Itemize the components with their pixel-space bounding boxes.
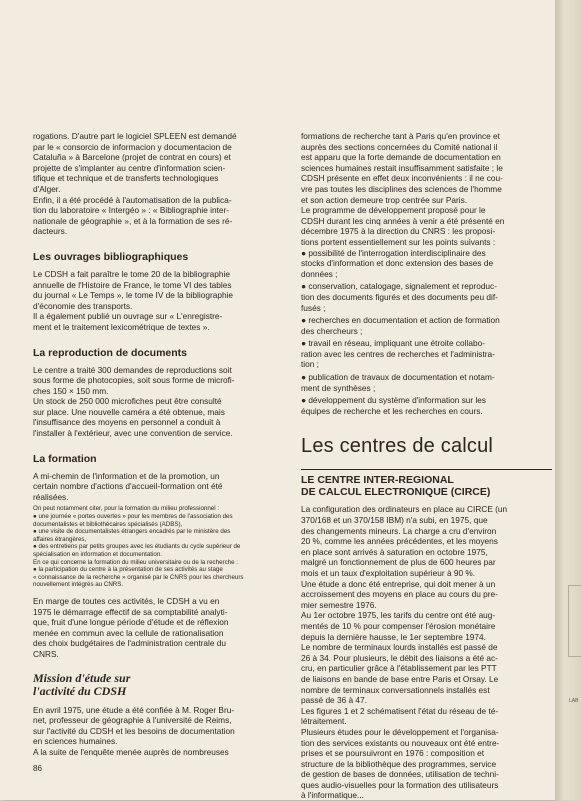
section-title-formation: La formation [33, 452, 97, 465]
program-bullets [301, 248, 552, 417]
text-line: 26 à 34. Pour plusieurs, le débit des liaisons a été ac- [301, 652, 498, 663]
program-paragraph [301, 131, 552, 248]
bullet-line: équipes de recherche et les recherches en cours. [301, 405, 483, 416]
text-line: 370/168 et un 370/158 IBM) n'a subi, en 1975, que [301, 515, 488, 526]
section-title-reproduction: La reproduction de documents [33, 346, 188, 359]
text-line: de gestion de bases de données, utilisation de techni- [301, 769, 499, 780]
chapter-title: Les centres de calcul [301, 435, 494, 458]
mission-title-line2: l'activité du CDSH [33, 683, 127, 698]
text-line: Cataluña » à Barcelone (projet de contrat en cours) et [33, 152, 231, 163]
text-line: vre pas toutes les disciplines des sciences de l'homme [301, 183, 502, 194]
text-line: est apparu que la forte demande de documentation en [301, 152, 501, 163]
section-text-formation-2 [33, 596, 285, 660]
small-text-line: ● une visite de documentalistes étrangers encadrés par le ministère des [33, 528, 231, 536]
text-line: l'installer à l'extérieur, avec une convention de service. [33, 428, 233, 439]
circe-title-line1: LE CENTRE INTER-REGIONAL [301, 474, 454, 487]
text-line: depuis la dernière hausse, le 1er septembre 1974. [301, 631, 486, 642]
text-line: structure de la bibliothèque des programmes, service [301, 758, 497, 769]
text-line: mois et un taux d'exploitation supérieur à 90 %. [301, 568, 476, 578]
text-line: auprès des sections concernées du Comité national il [301, 141, 498, 152]
side-tab-label: LAB [569, 698, 579, 704]
text-line: ques audio-visuelles pour la formation des utilisateurs [301, 779, 499, 790]
bullet-item [301, 281, 552, 313]
text-line: 1975 le démarrage effectif de sa comptabilité analyti- [33, 606, 228, 617]
text-line: d'Alger. [33, 183, 61, 194]
text-line: Au 1er octobre 1975, les tarifs du centre ont été aug- [301, 610, 496, 621]
text-line: tions portent essentiellement sur les points suivants : [301, 236, 496, 247]
text-line: tifique et technique et de transferts technologiques [33, 173, 219, 184]
text-line: Le CDSH a fait paraître le tome 20 de la bibliographie [33, 268, 230, 279]
small-text-line: spécialisation en information et documentation. [33, 551, 162, 558]
bullet-item [301, 315, 552, 336]
text-line: A la suite de l'enquête menée auprès de nombreuses [33, 746, 229, 757]
bullet-line: ment de synthèses ; [301, 382, 376, 393]
small-text-line: ● la participation du centre à la présentation de ses activités au stage [33, 566, 223, 574]
mission-text [33, 705, 285, 758]
text-line: 20 %, comme les années précédentes, et les moyens [301, 536, 498, 547]
bullet-item [301, 372, 552, 393]
bullet-line: tion des documents figurés et des documents peu dif- [301, 291, 498, 302]
circe-title-line2: DE CALCUL ELECTRONIQUE (CIRCE) [301, 486, 491, 499]
text-line: dacteurs. [33, 226, 68, 237]
text-line: létraitement. [301, 716, 347, 727]
text-line: Le programme de développement proposé pour le [301, 205, 486, 216]
bullet-line: ● travail en réseau, impliquant une étroite collabo- [301, 338, 485, 349]
small-text-line: nouvellement intégrés au CNRS. [33, 581, 124, 589]
circe-title [301, 474, 552, 498]
small-text-line: ● une journée « portes ouvertes » pour les membres de l'association des [33, 513, 233, 521]
text-line: à l'informatique... [301, 790, 364, 801]
bullet-line: des chercheurs ; [301, 325, 363, 336]
text-line: des choix budgétaires de l'administration centrale du [33, 638, 226, 649]
small-text-line: En ce qui concerne la formation du milieu universitaire ou de la recherche : [33, 558, 238, 566]
bullet-item [301, 338, 552, 370]
text-line: CNRS. [33, 648, 59, 659]
text-line: d'économie des transports. [33, 300, 133, 311]
small-text-line: « connaissance de la recherche » organisé par le CNRS pour les chercheurs [33, 573, 244, 581]
text-line: formations de recherche tant à Paris qu'en province et [301, 131, 500, 141]
text-line: mier semestre 1976. [301, 599, 377, 610]
text-line: A mi-chemin de l'information et de la promotion, un [33, 470, 220, 481]
bullet-line: ration avec les centres de recherches et l'administra- [301, 348, 495, 359]
text-line: cru, en particulier grâce à l'établissement par les PTT [301, 663, 497, 674]
bullet-line: fusés ; [301, 302, 326, 313]
text-line: en place sont arrivés à saturation en octobre 1975, [301, 546, 488, 557]
text-line: projette de s'implanter au centre d'information scien- [33, 162, 226, 173]
section-text-formation [33, 471, 285, 503]
text-line: sous forme de photocopies, soit sous forme de microfi- [33, 375, 235, 386]
bullet-line: ● conservation, catalogage, signalement et reproduc- [301, 281, 497, 292]
text-line: Une étude a donc été entreprise, qui doit mener à un [301, 578, 496, 589]
text-line: décembre 1975 à la direction du CNRS : les proposi- [301, 226, 496, 237]
text-line: nationale de géographie », et à la formation de ses ré- [33, 215, 233, 226]
text-line: sur l'activité du CDSH et les besoins de documentation [33, 725, 235, 736]
bullet-item [301, 395, 552, 416]
text-line: prises et se poursuivront en 1976 : composition et [301, 748, 485, 759]
text-line: nombre de terminaux conversationnels installés est [301, 684, 490, 695]
bullet-line: stocks d'information et donc extension des bases de [301, 258, 494, 269]
bullet-line: ● publication de travaux de documentation et notam- [301, 372, 495, 383]
small-text-line: ● des entretiens par petits groupes avec les étudiants du cycle supérieur de [33, 543, 241, 551]
text-line: Le centre a traité 300 demandes de reproductions soit [33, 364, 232, 375]
text-line: annuelle de l'Histoire de France, le tome VI des tables [33, 279, 232, 290]
text-line: Un stock de 250 000 microfiches peut être consulté [33, 396, 222, 407]
text-line: ches 150 × 150 mm. [33, 385, 109, 396]
bullet-line: ● possibilité de l'interrogation interdisciplinaire des [301, 247, 486, 258]
text-line: sciences humaines restait insuffisamment satisfaite ; le [301, 162, 503, 173]
bullet-line: ● recherches en documentation et action de formation [301, 315, 500, 326]
page-number: 86 [33, 764, 42, 773]
text-line: Les figures 1 et 2 schématisent l'état du réseau de té- [301, 705, 499, 716]
bullet-line: ● développement du système d'information sur les [301, 395, 487, 406]
text-line: Enfin, il a été procédé à l'automatisation de la publica- [33, 194, 232, 205]
text-line: CDSH présente en effet deux inconvénients : il ne cou- [301, 173, 503, 184]
bullet-line: tion ; [301, 359, 319, 370]
text-line: accroissement des moyens en place au cours du pre- [301, 589, 498, 600]
text-line: mentés de 10 % pour compenser l'érosion monétaire [301, 620, 496, 631]
text-line: réalisées. [33, 491, 69, 502]
text-line: par le « consorcio de informacion y documentacion de [33, 141, 232, 152]
text-line: En marge de toutes ces activités, le CDSH a vu en [33, 595, 220, 606]
text-line: certain nombre d'actions d'accueil-formation ont été [33, 481, 223, 492]
bullet-item [301, 248, 552, 280]
text-line: ment et le traitement lexicométrique de textes ». [33, 321, 210, 332]
text-line: Il a également publié un ouvrage sur « L'enregistre- [33, 311, 223, 322]
text-line: malgré un fonctionnement de plus de 600 heures par [301, 557, 496, 568]
text-line: passé de 36 à 47. [301, 695, 367, 706]
text-line: Le nombre de terminaux lourds installés est passé de [301, 642, 498, 653]
mission-title-line1: Mission d'étude sur [33, 670, 131, 685]
text-line: CDSH durant les cinq années à venir a été présenté en [301, 215, 505, 226]
text-line: et son action demeure trop centrée sur Paris. [301, 194, 468, 205]
section-text-reproduction [33, 365, 285, 439]
text-line: La configuration des ordinateurs en place au CIRCE (un [301, 504, 508, 515]
text-line: Plusieurs études pour le développement et l'organisa- [301, 726, 499, 737]
section-text-bibliographies [33, 269, 285, 333]
text-line: sur place. Une nouvelle caméra a été obtenue, mais [33, 406, 225, 417]
text-line: En avril 1975, une étude a été confiée à M. Roger Bru- [33, 704, 235, 715]
bullet-line: données ; [301, 268, 338, 279]
text-line: l'insuffisance des moyens en personnel a conduit à [33, 417, 221, 428]
text-line: que, fruit d'une longue période d'étude et de réflexion [33, 617, 229, 628]
text-line: du journal « Le Temps », le tome IV de la bibliographie [33, 290, 234, 301]
text-line: net, professeur de géographie à l'université de Reims, [33, 715, 232, 726]
next-page-box [568, 585, 581, 657]
small-text-line: affaires étrangères, [33, 535, 87, 543]
circe-text [301, 504, 552, 801]
text-line: tion des services existants ou nouveaux ont été entre- [301, 737, 500, 748]
text-line: de liaisons en bande de base entre Paris et Orsay. Le [301, 673, 499, 684]
text-line: menée en commun avec la cellule de rationalisation [33, 627, 224, 638]
small-text-line: On peut notamment citer, pour la formation du milieu professionnel : [33, 505, 220, 513]
mission-title [33, 672, 285, 698]
small-text-line: documentalistes et bibliothécaires spécialisés (ADBS), [33, 520, 183, 528]
left-column [33, 131, 285, 758]
intro-paragraph [33, 131, 285, 237]
text-line: rogations. D'autre part le logiciel SPLEEN est demandé [33, 131, 237, 141]
text-line: en sciences humaines. [33, 736, 118, 747]
section-title-bibliographies: Les ouvrages bibliographiques [33, 250, 189, 263]
next-page-edge [555, 0, 581, 800]
right-column [301, 131, 552, 801]
formation-small-print [33, 505, 285, 589]
text-line: des changements mineurs. La charge a cru d'environ [301, 525, 497, 536]
text-line: tion du laboratoire « Intergéo » : « Bibliographie inter- [33, 205, 230, 216]
